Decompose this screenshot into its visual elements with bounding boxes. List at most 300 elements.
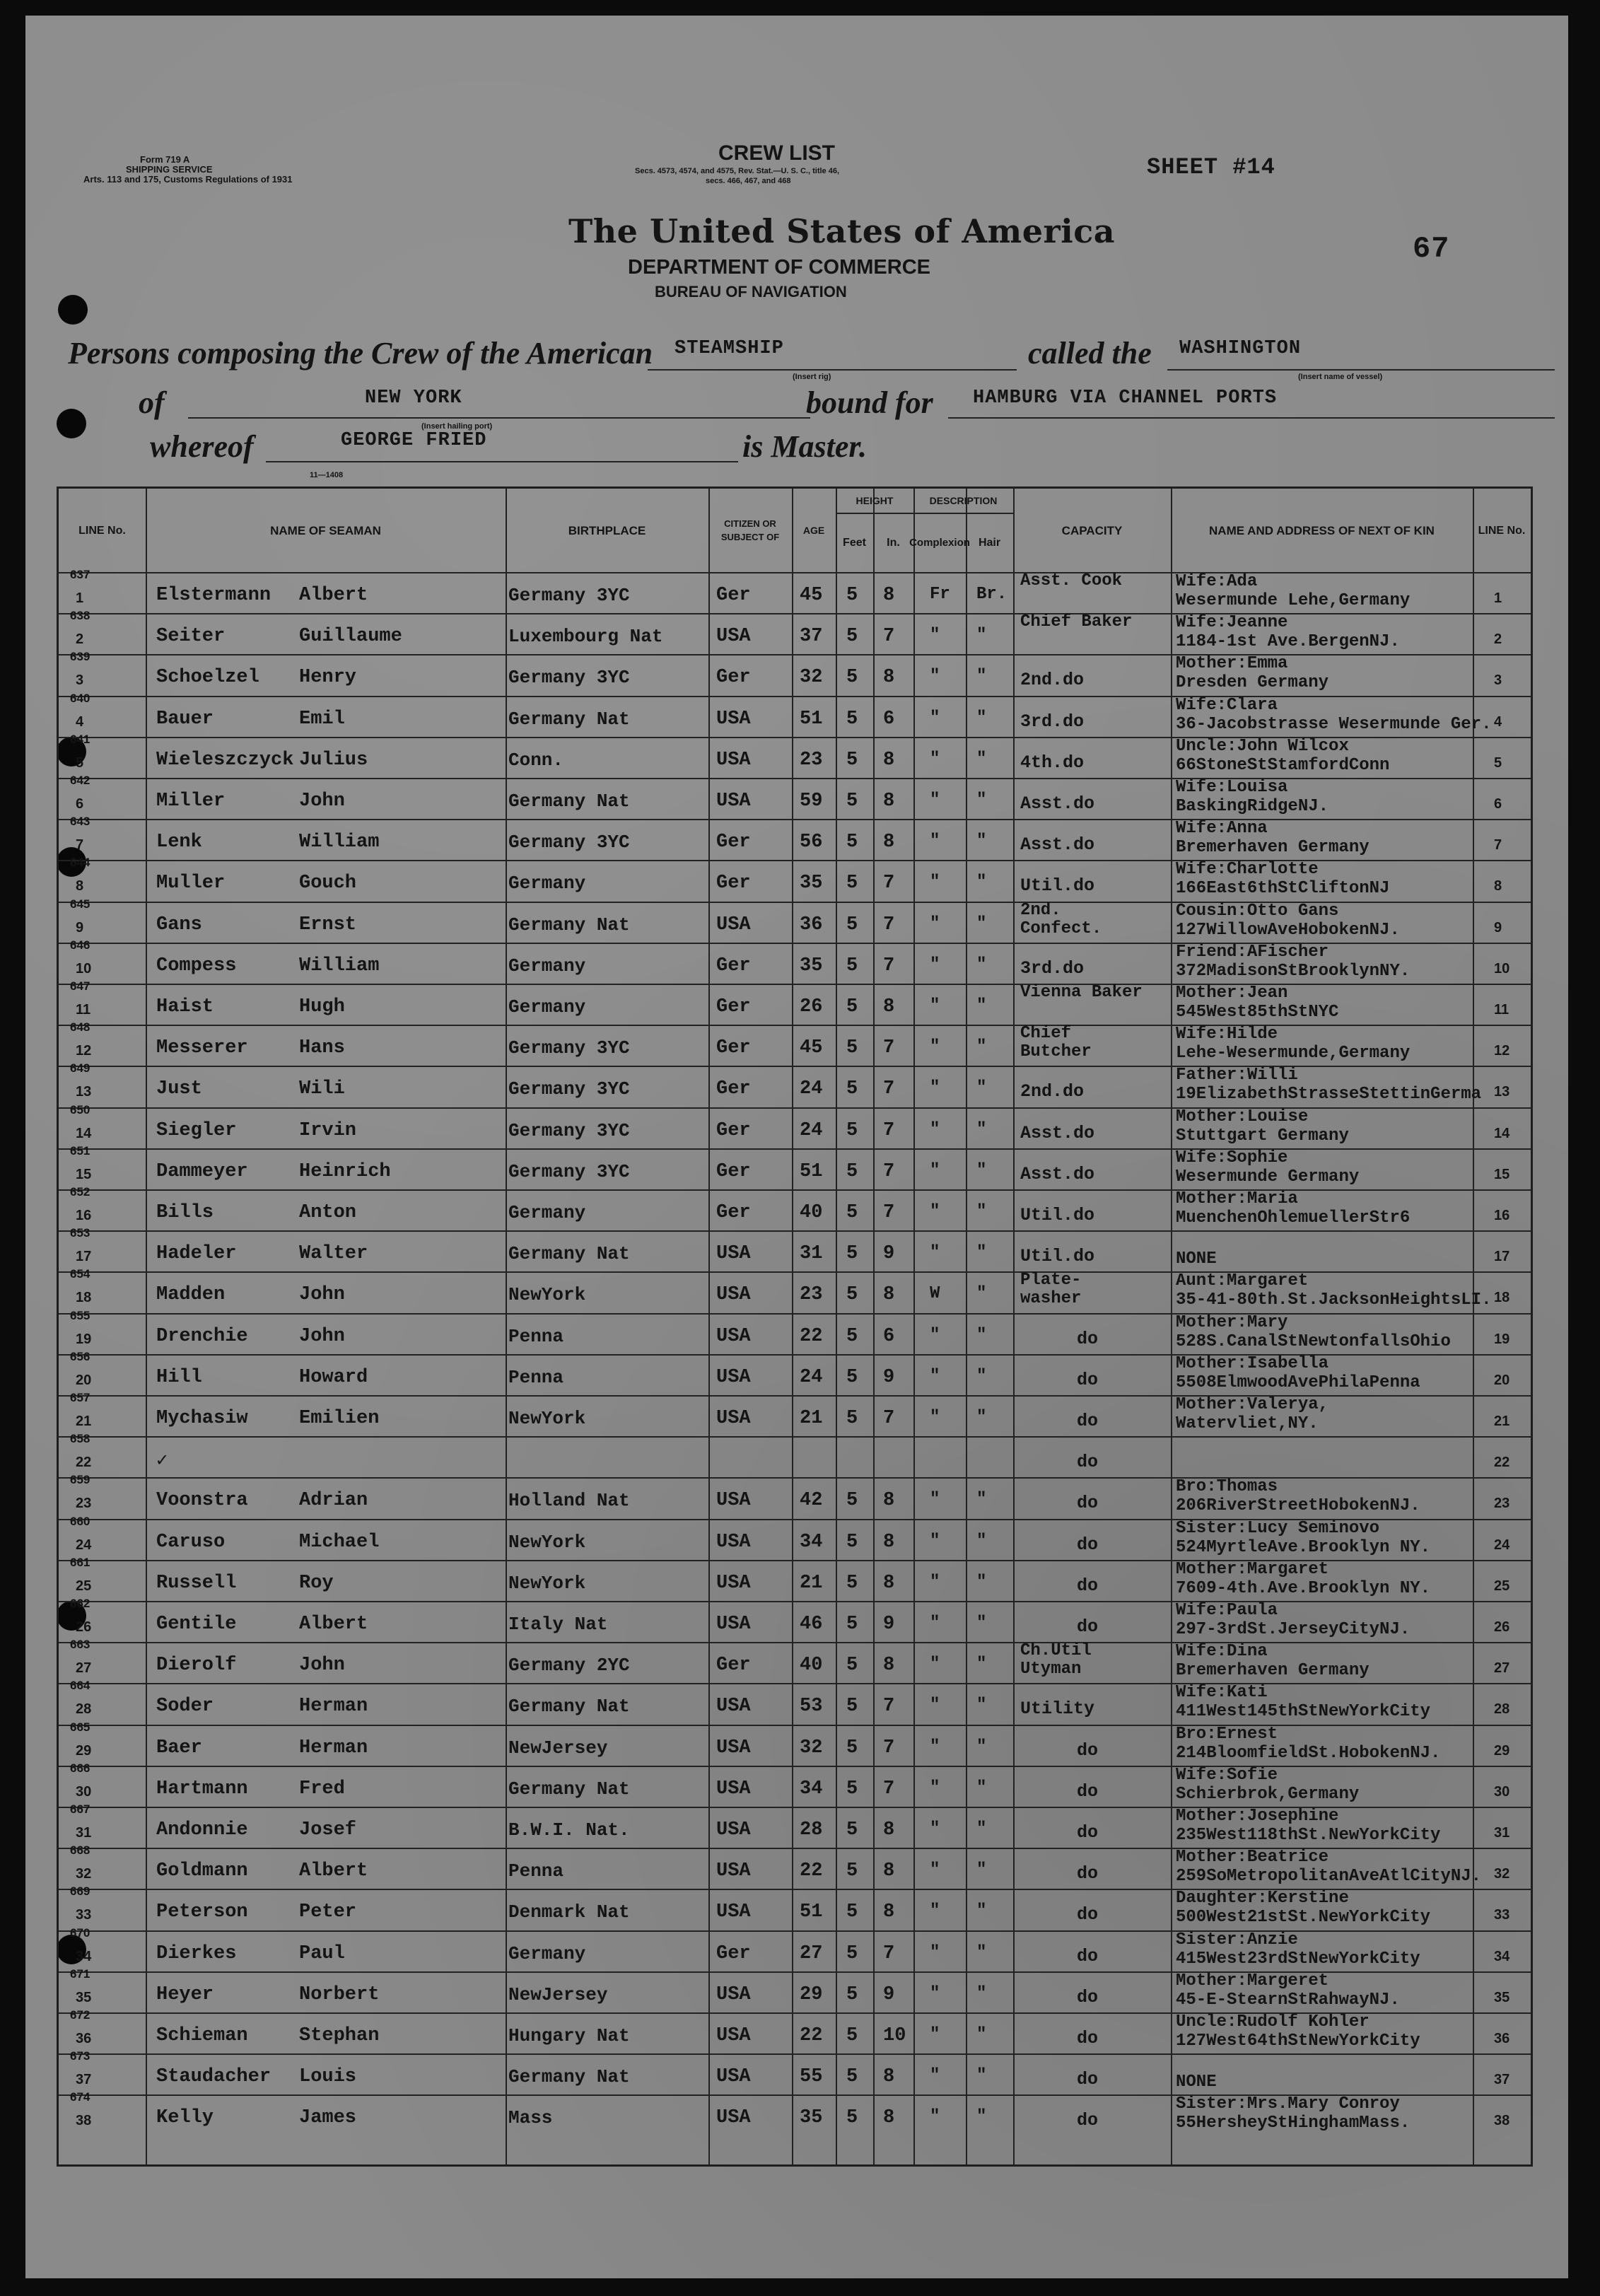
next-of-kin-name: Mother:Mary <box>1176 1312 1288 1332</box>
hair: " <box>976 1160 987 1180</box>
height-feet: 5 <box>846 1284 858 1306</box>
citizenship: USA <box>716 1366 751 1388</box>
sheet-number: SHEET #14 <box>1147 154 1275 180</box>
next-of-kin-name: Uncle:Rudolf Kohler <box>1176 2012 1370 2032</box>
line-number-right: 2 <box>1494 631 1502 648</box>
header-line-no: LINE No. <box>78 524 126 537</box>
next-of-kin-name: Mother:Louise <box>1176 1107 1309 1126</box>
crew-reference-number: 659 <box>70 1473 90 1487</box>
age: 45 <box>800 1037 823 1059</box>
birthplace: Germany Nat <box>508 1696 630 1718</box>
height-inches: 10 <box>883 2025 906 2046</box>
crew-reference-number: 658 <box>70 1432 90 1446</box>
height-inches: 7 <box>883 1737 895 1759</box>
height-inches: 8 <box>883 1819 895 1841</box>
height-feet: 5 <box>846 1737 858 1759</box>
seaman-surname: Schoelzel <box>156 667 259 689</box>
complexion: " <box>930 1531 940 1551</box>
seaman-surname: Hartmann <box>156 1778 248 1800</box>
next-of-kin-address: 55HersheyStHinghamMass. <box>1176 2114 1411 2133</box>
crew-reference-number: 672 <box>70 2008 90 2022</box>
seaman-surname: Soder <box>156 1696 214 1718</box>
hair: " <box>976 1860 987 1880</box>
capacity: Ch.Util Utyman <box>1020 1641 1092 1679</box>
height-feet: 5 <box>846 1696 858 1718</box>
complexion: " <box>930 1572 940 1592</box>
capacity: 2nd.do <box>1020 1081 1085 1102</box>
capacity: do <box>1077 1986 1099 2007</box>
line-number-right: 5 <box>1494 754 1502 771</box>
age: 21 <box>800 1572 823 1594</box>
complexion: " <box>930 1737 940 1756</box>
birthplace: Germany 3YC <box>508 832 630 853</box>
crew-reference-number: 642 <box>70 774 90 787</box>
header-birthplace: BIRTHPLACE <box>568 523 646 537</box>
line-number-right: 32 <box>1494 1866 1510 1882</box>
height-feet: 5 <box>846 1572 858 1594</box>
seaman-given-name: Stephan <box>299 2025 380 2046</box>
table-row <box>59 568 1531 613</box>
birthplace: Germany 3YC <box>508 585 630 606</box>
seaman-given-name: Irvin <box>299 1119 357 1141</box>
hair: " <box>976 1655 987 1674</box>
height-inches: 7 <box>883 914 895 936</box>
line-number-right: 3 <box>1494 672 1502 689</box>
citizenship: Ger <box>716 1160 751 1182</box>
seaman-surname: Gans <box>156 914 202 936</box>
table-row <box>59 1267 1531 1312</box>
capacity: do <box>1077 1452 1099 1473</box>
next-of-kin-address: 45-E-StearnStRahwayNJ. <box>1176 1990 1400 2010</box>
capacity: do <box>1077 1863 1099 1884</box>
complexion: " <box>930 873 940 892</box>
age: 21 <box>800 1408 823 1429</box>
crew-reference-number: 663 <box>70 1638 90 1652</box>
complexion: " <box>930 1325 940 1345</box>
line-number: 28 <box>76 1701 92 1718</box>
height-feet: 5 <box>846 1655 858 1677</box>
height-feet: 5 <box>846 1490 858 1512</box>
height-feet: 5 <box>846 1160 858 1182</box>
citizenship: USA <box>716 1614 751 1635</box>
birthplace: Penna <box>508 1325 564 1347</box>
capacity: do <box>1077 1369 1099 1390</box>
line-number: 23 <box>76 1496 92 1512</box>
hair: " <box>976 1325 987 1345</box>
next-of-kin-name: Wife:Jeanne <box>1176 613 1288 633</box>
age: 35 <box>800 955 823 977</box>
master-name: GEORGE FRIED <box>341 430 487 451</box>
crew-reference-number: 657 <box>70 1391 90 1404</box>
hair: " <box>976 1737 987 1756</box>
capacity: Asst.do <box>1020 1122 1095 1143</box>
height-inches: 8 <box>883 749 895 771</box>
line-number: 33 <box>76 1907 92 1923</box>
age: 34 <box>800 1531 823 1553</box>
table-row <box>59 1843 1531 1889</box>
capacity: 3rd.do <box>1020 957 1085 979</box>
height-feet: 5 <box>846 585 858 606</box>
hair: " <box>976 873 987 892</box>
complexion: " <box>930 708 940 728</box>
complexion: " <box>930 1819 940 1838</box>
next-of-kin-name: Wife:Ada <box>1176 572 1258 591</box>
header-description: DESCRIPTION <box>929 494 998 506</box>
crew-reference-number: 652 <box>70 1185 90 1199</box>
next-of-kin-address: 500West21stSt.NewYorkCity <box>1176 1908 1431 1928</box>
height-inches: 7 <box>883 1696 895 1718</box>
birthplace: Penna <box>508 1366 564 1388</box>
citizenship: Ger <box>716 1655 751 1677</box>
height-inches: 6 <box>883 1325 895 1347</box>
citizenship: USA <box>716 708 751 730</box>
line-number: 4 <box>76 713 84 730</box>
seaman-surname: Dierolf <box>156 1655 237 1677</box>
citizenship: USA <box>716 1408 751 1429</box>
crew-reference-number: 649 <box>70 1061 90 1076</box>
hair: " <box>976 1572 987 1592</box>
birthplace: Germany Nat <box>508 914 630 936</box>
next-of-kin-address: 528S.CanalStNewtonfallsOhio <box>1176 1331 1451 1351</box>
citizenship: USA <box>716 1696 751 1718</box>
complexion: " <box>930 832 940 851</box>
citizenship: USA <box>716 1901 751 1923</box>
height-inches: 6 <box>883 708 895 730</box>
crew-reference-number: 645 <box>70 897 90 911</box>
header-citizen: CITIZEN OR SUBJECT OF <box>720 518 780 542</box>
line-number-right: 26 <box>1494 1619 1510 1635</box>
crew-reference-number: 666 <box>70 1761 90 1775</box>
complexion: " <box>930 1696 940 1715</box>
table-row <box>59 1020 1531 1066</box>
crew-reference-number: 646 <box>70 938 90 952</box>
birthplace: Germany Nat <box>508 1778 630 1800</box>
birthplace: Germany Nat <box>508 2066 630 2088</box>
line-number: 20 <box>76 1372 92 1388</box>
name-caption: (Insert name of vessel) <box>1298 373 1383 381</box>
line-number: 1 <box>76 590 84 606</box>
line-number: 38 <box>76 2113 92 2129</box>
crew-reference-number: 665 <box>70 1720 90 1734</box>
height-feet: 5 <box>846 1325 858 1347</box>
line-number: 10 <box>76 960 92 977</box>
next-of-kin-name: Uncle:John Wilcox <box>1176 736 1349 756</box>
seaman-surname: Just <box>156 1078 202 1100</box>
birthplace: Germany 3YC <box>508 1078 630 1100</box>
seaman-given-name: Julius <box>299 749 368 771</box>
destination: HAMBURG VIA CHANNEL PORTS <box>973 387 1278 409</box>
height-inches: 9 <box>883 1243 895 1265</box>
birthplace: B.W.I. Nat. <box>508 1819 630 1841</box>
height-feet: 5 <box>846 2025 858 2046</box>
next-of-kin-address: Bremerhaven Germany <box>1176 838 1370 858</box>
hair: " <box>976 1408 987 1427</box>
birthplace: Germany 3YC <box>508 667 630 689</box>
citizenship: USA <box>716 1243 751 1265</box>
next-of-kin-name: Wife:Sophie <box>1176 1148 1288 1167</box>
next-of-kin-name: Aunt:Margaret <box>1176 1271 1309 1291</box>
citizenship: USA <box>716 749 751 771</box>
seaman-surname: Schieman <box>156 2025 248 2046</box>
capacity: do <box>1077 1328 1099 1349</box>
hair: " <box>976 1983 987 2003</box>
next-of-kin-address: 127WillowAveHobokenNJ. <box>1176 920 1400 940</box>
capacity: do <box>1077 1740 1099 1761</box>
complexion: " <box>930 626 940 646</box>
height-feet: 5 <box>846 626 858 648</box>
citizenship: USA <box>716 626 751 648</box>
line-number-right: 20 <box>1494 1372 1510 1388</box>
hair: " <box>976 832 987 851</box>
citizenship: Ger <box>716 1202 751 1223</box>
hair: " <box>976 1696 987 1715</box>
crew-reference-number: 643 <box>70 815 90 829</box>
citizenship: Ger <box>716 585 751 606</box>
height-feet: 5 <box>846 1366 858 1388</box>
line-number-right: 4 <box>1494 713 1502 730</box>
capacity: do <box>1077 2110 1099 2131</box>
hair: " <box>976 1037 987 1057</box>
birthplace: Germany Nat <box>508 1243 630 1265</box>
table-row <box>59 1925 1531 1971</box>
hair: " <box>976 955 987 974</box>
complexion: " <box>930 1078 940 1098</box>
next-of-kin-address: 1184-1st Ave.BergenNJ. <box>1176 632 1400 652</box>
complexion: " <box>930 1366 940 1386</box>
complexion: " <box>930 1942 940 1962</box>
header-inches: In. <box>887 536 900 549</box>
header-age: AGE <box>802 524 825 536</box>
height-feet: 5 <box>846 996 858 1018</box>
citizenship: USA <box>716 1778 751 1800</box>
height-feet: 5 <box>846 1408 858 1429</box>
line-number-right: 25 <box>1494 1578 1510 1594</box>
header-height: HEIGHT <box>856 494 894 506</box>
next-of-kin-address: Watervliet,NY. <box>1176 1414 1319 1433</box>
height-inches: 9 <box>883 1366 895 1388</box>
height-feet: 5 <box>846 2066 858 2088</box>
seaman-given-name: Ernst <box>299 914 357 936</box>
seaman-surname: ✓ <box>156 1451 168 1473</box>
next-of-kin-address: 36-Jacobstrasse Wesermunde Ger. <box>1176 714 1492 734</box>
height-feet: 5 <box>846 1614 858 1635</box>
capacity: do <box>1077 1411 1099 1431</box>
complexion: " <box>930 1243 940 1263</box>
seaman-given-name: Paul <box>299 1942 345 1964</box>
birthplace: Germany <box>508 1202 586 1223</box>
complexion: " <box>930 955 940 974</box>
seaman-given-name: Michael <box>299 1531 380 1553</box>
table-row <box>59 1638 1531 1683</box>
capacity: Utility <box>1020 1698 1095 1720</box>
line-number: 37 <box>76 2072 92 2088</box>
age: 24 <box>800 1119 823 1141</box>
line-number: 30 <box>76 1783 92 1800</box>
capacity: Plate- washer <box>1020 1271 1082 1309</box>
line-number: 24 <box>76 1537 92 1553</box>
age: 36 <box>800 914 823 936</box>
seaman-given-name: William <box>299 832 380 853</box>
hair: " <box>976 667 987 687</box>
next-of-kin-name: Mother:Isabella <box>1176 1353 1329 1373</box>
next-of-kin-name: Wife:Louisa <box>1176 778 1288 797</box>
department: DEPARTMENT OF COMMERCE <box>628 256 931 279</box>
complexion: " <box>930 1901 940 1921</box>
next-of-kin-name: Father:Willi <box>1176 1066 1298 1085</box>
line-number-right: 34 <box>1494 1948 1510 1964</box>
citizenship: Ger <box>716 832 751 853</box>
height-inches: 8 <box>883 791 895 812</box>
complexion: " <box>930 1408 940 1427</box>
next-of-kin-address: 297-3rdSt.JerseyCityNJ. <box>1176 1620 1411 1639</box>
height-inches: 7 <box>883 1160 895 1182</box>
table-row <box>59 856 1531 901</box>
line-number: 13 <box>76 1084 92 1100</box>
hair: " <box>976 1078 987 1098</box>
line-number-right: 36 <box>1494 2031 1510 2046</box>
complexion: " <box>930 996 940 1015</box>
table-row <box>59 1720 1531 1766</box>
line-number-right: 18 <box>1494 1290 1510 1306</box>
age: 28 <box>800 1819 823 1841</box>
table-row <box>59 897 1531 943</box>
print-code: 11—1408 <box>310 471 344 479</box>
citizenship: USA <box>716 2025 751 2046</box>
table-row <box>59 1391 1531 1436</box>
next-of-kin-address: BaskingRidgeNJ. <box>1176 797 1329 816</box>
crew-reference-number: 669 <box>70 1884 90 1899</box>
next-of-kin-address: 206RiverStreetHobokenNJ. <box>1176 1496 1420 1516</box>
table-row <box>59 1473 1531 1518</box>
punch-hole <box>58 295 88 325</box>
table-row <box>59 1597 1531 1642</box>
bureau: BUREAU OF NAVIGATION <box>655 283 847 301</box>
height-inches: 8 <box>883 1490 895 1512</box>
seaman-surname: Wieleszczyck <box>156 749 294 771</box>
hair: " <box>976 1119 987 1139</box>
hair: " <box>976 1942 987 1962</box>
punch-hole <box>57 409 86 438</box>
seaman-given-name: Howard <box>299 1366 368 1388</box>
age: 45 <box>800 585 823 606</box>
next-of-kin-name: Wife:Anna <box>1176 819 1268 839</box>
line-number: 31 <box>76 1825 92 1841</box>
height-feet: 5 <box>846 955 858 977</box>
form-service: SHIPPING SERVICE <box>126 164 213 175</box>
height-feet: 5 <box>846 1119 858 1141</box>
line-number-right: 16 <box>1494 1208 1510 1223</box>
seaman-surname: Lenk <box>156 832 202 853</box>
crew-reference-number: 655 <box>70 1308 90 1322</box>
line-number: 8 <box>76 878 84 894</box>
line-number-right: 22 <box>1494 1455 1510 1471</box>
seaman-given-name: Emil <box>299 708 345 730</box>
birthplace: Conn. <box>508 749 564 771</box>
seaman-surname: Miller <box>156 791 226 812</box>
height-feet: 5 <box>846 1078 858 1100</box>
seaman-given-name: Peter <box>299 1901 357 1923</box>
height-feet: 5 <box>846 1901 858 1923</box>
age: 51 <box>800 1160 823 1182</box>
seaman-surname: Goldmann <box>156 1860 248 1882</box>
next-of-kin-address: Lehe-Wesermunde,Germany <box>1176 1044 1411 1063</box>
birthplace: Luxembourg Nat <box>508 626 663 648</box>
age: 34 <box>800 1778 823 1800</box>
seaman-surname: Muller <box>156 873 226 894</box>
line-number: 7 <box>76 837 84 853</box>
complexion: " <box>930 914 940 933</box>
complexion: " <box>930 791 940 810</box>
seaman-surname: Baer <box>156 1737 202 1759</box>
table-row <box>59 2090 1531 2135</box>
hair: " <box>976 1531 987 1551</box>
line-number-right: 33 <box>1494 1907 1510 1923</box>
citizenship: Ger <box>716 996 751 1018</box>
crew-reference-number: 673 <box>70 2049 90 2063</box>
crew-reference-number: 653 <box>70 1226 90 1240</box>
line-number-right: 6 <box>1494 796 1502 812</box>
line-number-right: 27 <box>1494 1660 1510 1677</box>
complexion: " <box>930 1202 940 1221</box>
age: 22 <box>800 2025 823 2046</box>
height-inches: 7 <box>883 1408 895 1429</box>
height-inches: 8 <box>883 1901 895 1923</box>
line-number-right: 14 <box>1494 1125 1510 1141</box>
height-feet: 5 <box>846 832 858 853</box>
capacity: Asst.do <box>1020 793 1095 814</box>
height-feet: 5 <box>846 1942 858 1964</box>
age: 37 <box>800 626 823 648</box>
crew-reference-number: 638 <box>70 609 90 623</box>
citizenship: USA <box>716 1531 751 1553</box>
seaman-surname: Siegler <box>156 1119 237 1141</box>
citizenship: Ger <box>716 873 751 894</box>
height-inches: 7 <box>883 1778 895 1800</box>
table-row <box>59 1966 1531 2012</box>
height-inches: 9 <box>883 1983 895 2005</box>
table-row <box>59 1884 1531 1930</box>
birthplace: Germany <box>508 1942 586 1964</box>
citizenship: USA <box>716 2066 751 2088</box>
header-name: NAME OF SEAMAN <box>270 523 381 537</box>
table-row <box>59 815 1531 860</box>
seaman-given-name: Emilien <box>299 1408 380 1429</box>
hair: " <box>976 626 987 646</box>
next-of-kin-name: Cousin:Otto Gans <box>1176 901 1339 921</box>
crew-reference-number: 637 <box>70 568 90 581</box>
seaman-given-name: William <box>299 955 380 977</box>
capacity: do <box>1077 1781 1099 1802</box>
height-inches: 8 <box>883 1655 895 1677</box>
citizenship: Ger <box>716 1119 751 1141</box>
table-row <box>59 1432 1531 1477</box>
birthplace: Hungary Nat <box>508 2025 630 2046</box>
next-of-kin-address: Bremerhaven Germany <box>1176 1661 1370 1681</box>
table-row <box>59 979 1531 1025</box>
seaman-surname: Hadeler <box>156 1243 237 1265</box>
seaman-given-name: Anton <box>299 1202 357 1223</box>
capacity: Asst. Cook <box>1020 571 1123 590</box>
seaman-given-name: James <box>299 2107 357 2129</box>
birthplace: Germany 3YC <box>508 1160 630 1182</box>
seaman-surname: Seiter <box>156 626 226 648</box>
hair: " <box>976 2107 987 2127</box>
next-of-kin-name: Mother:Margaret <box>1176 1559 1329 1579</box>
next-of-kin-address: Wesermunde Germany <box>1176 1167 1360 1187</box>
capacity: do <box>1077 1493 1099 1514</box>
age: 35 <box>800 873 823 894</box>
complexion: " <box>930 1490 940 1510</box>
